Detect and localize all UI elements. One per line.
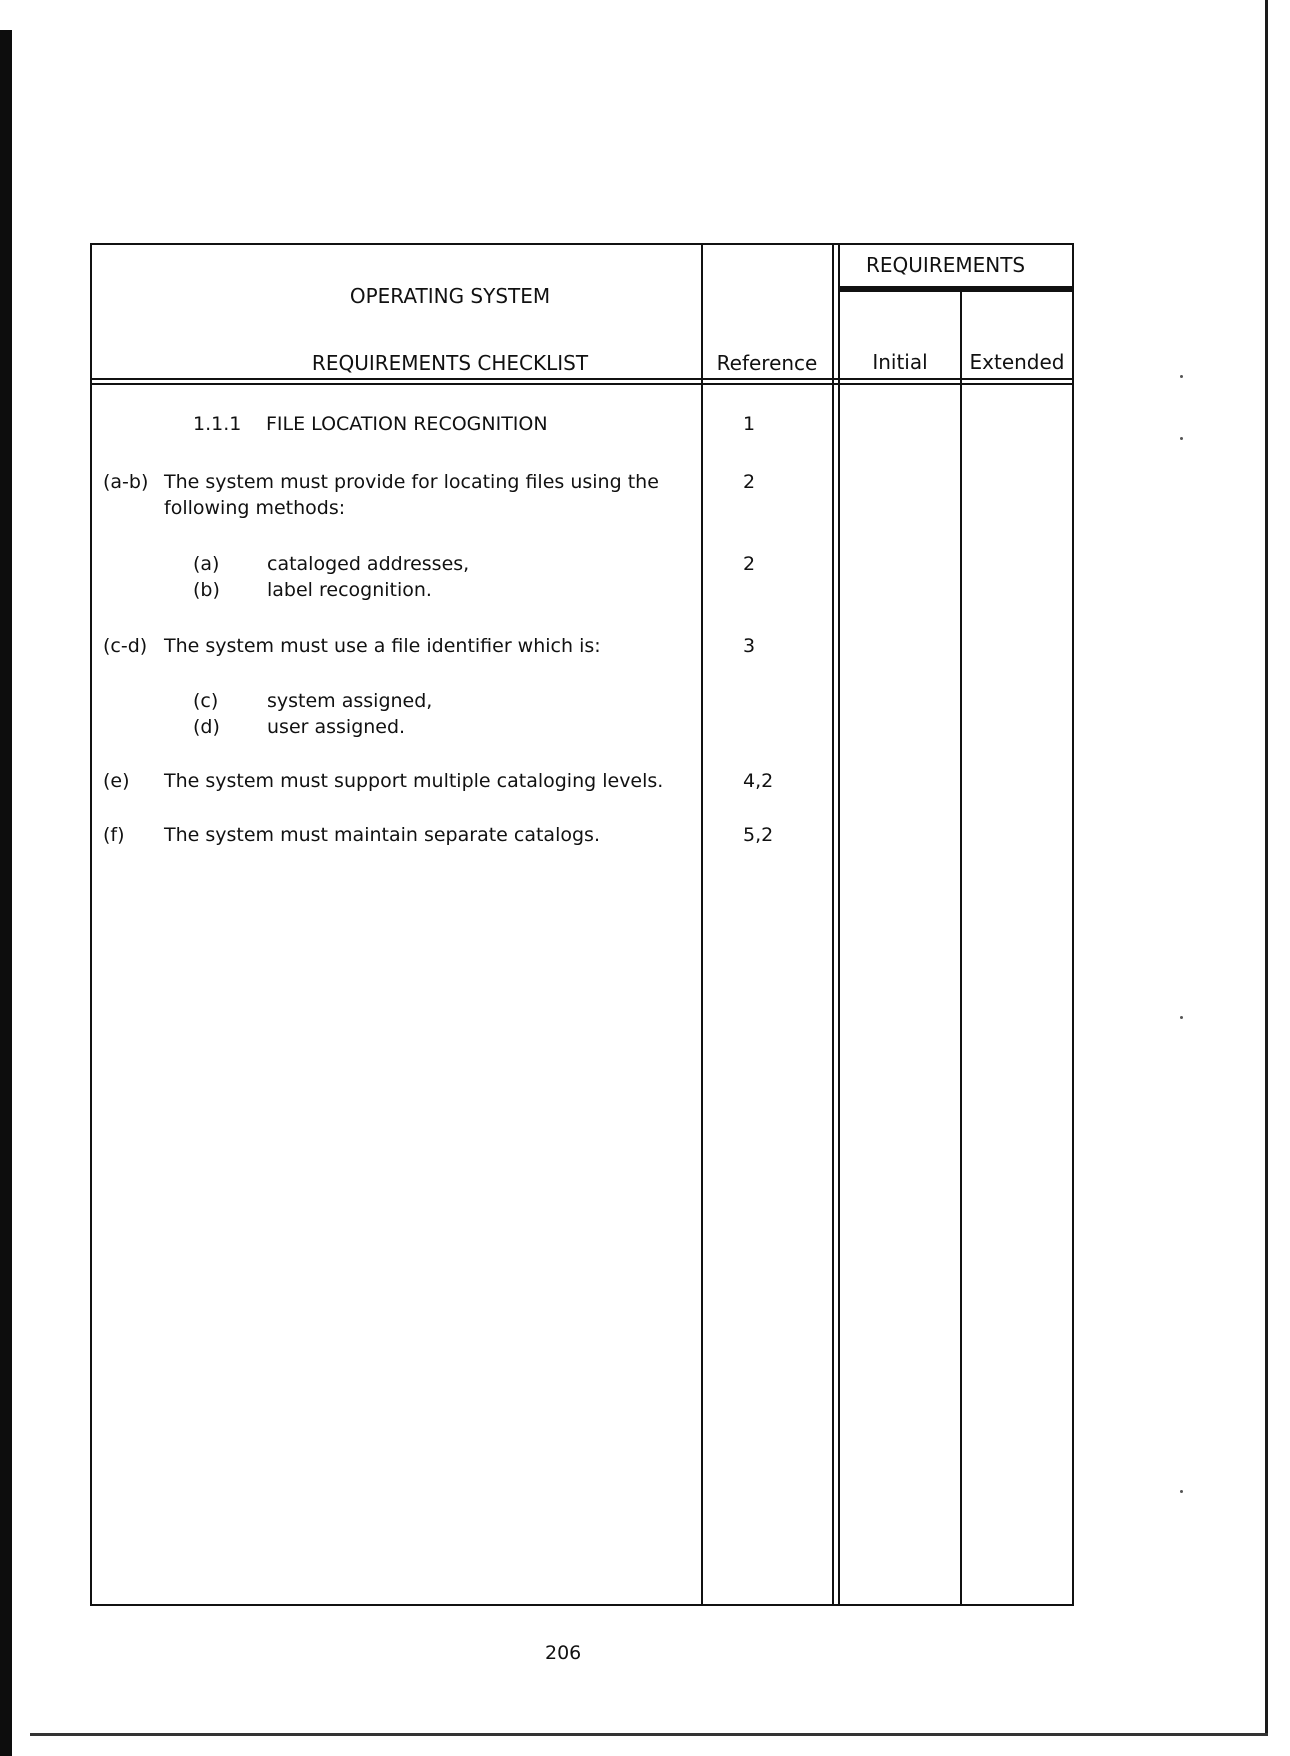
column-divider-extended [960, 292, 962, 1606]
item-label: (a-b) [103, 471, 149, 493]
item-reference: 3 [743, 635, 756, 657]
table-border-bottom [90, 1604, 1074, 1606]
section-number: 1.1.1 [193, 413, 242, 435]
header-title-line2: REQUIREMENTS CHECKLIST [311, 351, 589, 375]
table-border-right [1072, 243, 1074, 1606]
subitem-text: cataloged addresses, [267, 553, 470, 575]
item-label: (e) [103, 770, 130, 792]
subitem-label: (b) [193, 579, 220, 601]
header-title-line1: OPERATING SYSTEM [349, 284, 551, 308]
item-reference: 2 [743, 471, 756, 493]
header-rule-2 [92, 383, 1072, 385]
header-extended: Extended [969, 350, 1065, 374]
scan-speck [1180, 1016, 1183, 1019]
requirements-header-rule [840, 286, 1074, 292]
item-text: The system must use a file identifier which is: [164, 635, 601, 657]
scan-speck [1180, 375, 1183, 378]
column-divider-requirements-2 [838, 243, 840, 1606]
item-text: The system must maintain separate catalogs. [164, 824, 600, 846]
item-reference: 5,2 [743, 824, 774, 846]
table-border-left [90, 243, 92, 1606]
header-initial: Initial [872, 350, 928, 374]
section-reference: 1 [743, 413, 756, 435]
subitem-text: label recognition. [267, 579, 432, 601]
scan-speck [1180, 437, 1183, 440]
subitem-label: (c) [193, 690, 219, 712]
subitem-text: user assigned. [267, 716, 406, 738]
header-requirements: REQUIREMENTS [866, 253, 1026, 277]
table-border-top [90, 243, 1074, 245]
section-title: FILE LOCATION RECOGNITION [266, 413, 548, 435]
header-rule-1 [92, 378, 1072, 380]
item-label: (f) [103, 824, 125, 846]
header-reference: Reference [716, 351, 818, 375]
subitem-label: (d) [193, 716, 220, 738]
item-label: (c-d) [103, 635, 148, 657]
subitem-label: (a) [193, 553, 220, 575]
column-divider-reference [701, 243, 703, 1606]
subitem-reference: 2 [743, 553, 756, 575]
item-text: The system must support multiple cataloging levels. [164, 770, 664, 792]
item-reference: 4,2 [743, 770, 774, 792]
item-text: The system must provide for locating files using the [164, 471, 659, 493]
subitem-text: system assigned, [267, 690, 433, 712]
scan-speck [1180, 1490, 1183, 1493]
column-divider-requirements-1 [832, 243, 834, 1606]
page-number: 206 [545, 1642, 582, 1664]
item-text-continued: following methods: [164, 497, 346, 519]
